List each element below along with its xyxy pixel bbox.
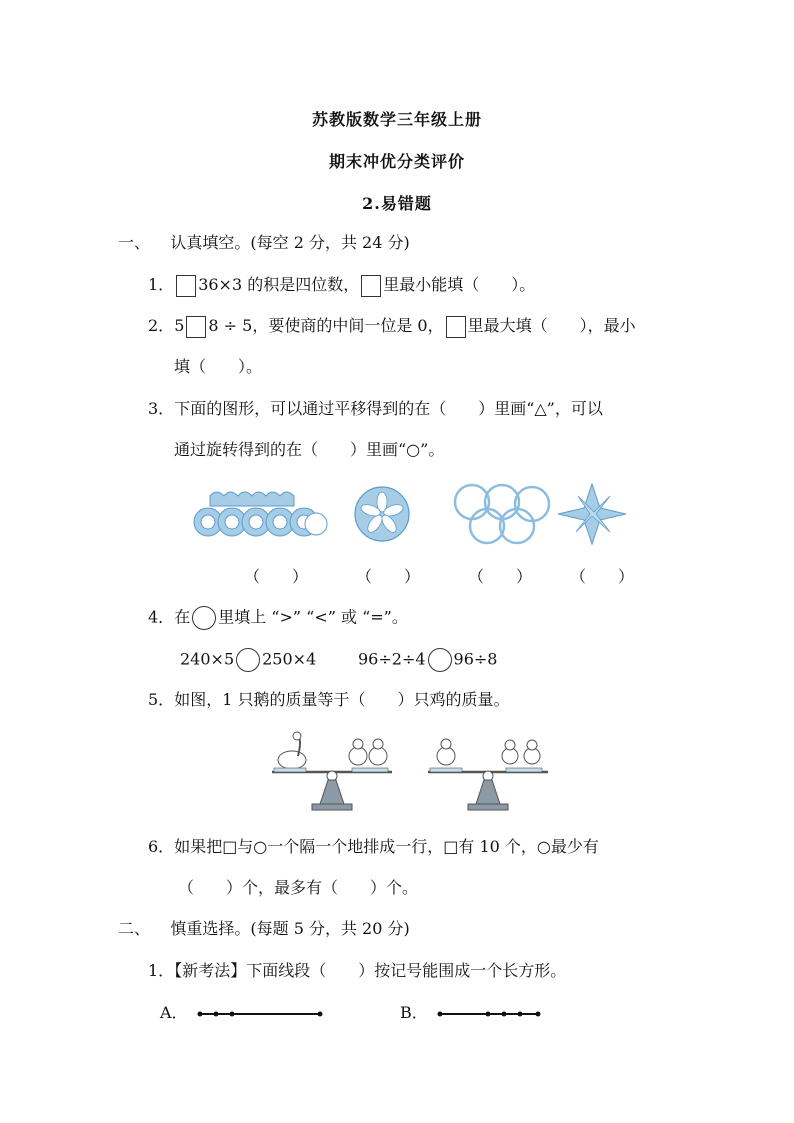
question-4-expr-2: [358, 648, 497, 672]
expr-left: 240×5: [180, 649, 235, 669]
blank-box[interactable]: [361, 275, 381, 297]
option-a-segment: [196, 1008, 326, 1020]
question-3: [148, 398, 603, 420]
question-2-number: 2．: [148, 316, 175, 335]
question-3-line-2: 通过旋转得到的在（ ）里画“○”。: [174, 440, 445, 459]
question-4-text-b: 里填上 “>” “<” 或 “=”。: [218, 607, 408, 627]
question-6-line-2: （ ）个，最多有（ ）个。: [178, 878, 419, 897]
question-6-number: 6．: [148, 837, 175, 856]
question-3-text-a: 下面的图形，可以通过平移得到的在（ ）里画“△”，可以: [174, 399, 603, 418]
question-5-text: 如图，1 只鹅的质量等于（ ）只鸡的质量。: [174, 690, 510, 709]
section-2-question-1: [148, 960, 566, 982]
page-subtitle: 期末冲优分类评价: [328, 152, 465, 171]
question-2: [148, 315, 636, 338]
question-5: [148, 689, 509, 711]
question-2-line-2: 填（ ）。: [174, 357, 263, 376]
section-1-title: 认真填空。(每空 2 分，共 24 分): [170, 233, 410, 252]
answer-paren-2[interactable]: （ ）: [356, 567, 421, 586]
compare-circle[interactable]: [428, 648, 452, 672]
blank-box[interactable]: [176, 275, 196, 297]
answer-paren-1[interactable]: （ ）: [244, 567, 309, 586]
question-4-expr-1: [180, 648, 316, 672]
figure-star: [558, 484, 626, 544]
question-4: [148, 606, 408, 630]
page-title: 苏教版数学三年级上册: [311, 110, 482, 129]
s2q1-number: 1．: [148, 961, 175, 980]
expr-right: 250×4: [262, 649, 317, 669]
scale-goose-chickens: [272, 732, 392, 810]
question-6: [148, 836, 599, 858]
s2q1-text: 【新考法】下面线段（ ）按记号能围成一个长方形。: [174, 961, 567, 980]
section-2-title: 慎重选择。(每题 5 分，共 20 分): [170, 919, 410, 938]
question-2-text-b: 8 ÷ 5，要使商的中间一位是 0，: [208, 316, 444, 335]
section-1-number: 一、: [118, 233, 151, 252]
expr-right: 96÷8: [453, 649, 498, 669]
question-6-text-a: 如果把□与○一个隔一个地排成一行，□有 10 个，○最少有: [174, 837, 599, 856]
q3-figures: [190, 482, 630, 552]
question-1-number: 1．: [148, 275, 175, 294]
question-2-text-c: 里最大填（ ），最小: [467, 316, 636, 335]
scale-chicken-ducks: [428, 739, 548, 810]
question-2-text-a: 5: [174, 316, 185, 335]
question-4-number: 4．: [148, 607, 175, 627]
question-5-number: 5．: [148, 690, 175, 709]
figure-chain-circles: [194, 492, 327, 536]
question-3-number: 3．: [148, 399, 175, 418]
question-1-text-b: 里最小能填（ ）。: [383, 275, 536, 294]
blank-box[interactable]: [186, 316, 206, 338]
answer-paren-4[interactable]: （ ）: [570, 567, 635, 586]
compare-circle[interactable]: [236, 648, 260, 672]
question-1-text-a: 36×3 的积是四位数，: [198, 275, 360, 294]
option-a-label[interactable]: A．: [160, 1003, 188, 1022]
option-b-segment: [436, 1008, 546, 1020]
section-heading: 2.易错题: [362, 194, 432, 213]
section-2-heading: [118, 918, 410, 940]
question-1: [148, 274, 535, 297]
blank-box[interactable]: [446, 316, 466, 338]
section-1-heading: [118, 232, 410, 254]
compare-circle[interactable]: [192, 606, 216, 630]
balance-scales: [268, 726, 568, 818]
question-4-text-a: 在: [174, 607, 191, 627]
section-2-number: 二、: [118, 919, 151, 938]
answer-paren-3[interactable]: （ ）: [468, 567, 533, 586]
figure-flower-circle: [355, 487, 409, 541]
figure-five-rings: [455, 485, 549, 543]
option-b-label[interactable]: B．: [400, 1003, 428, 1022]
expr-left: 96÷2÷4: [358, 649, 426, 669]
